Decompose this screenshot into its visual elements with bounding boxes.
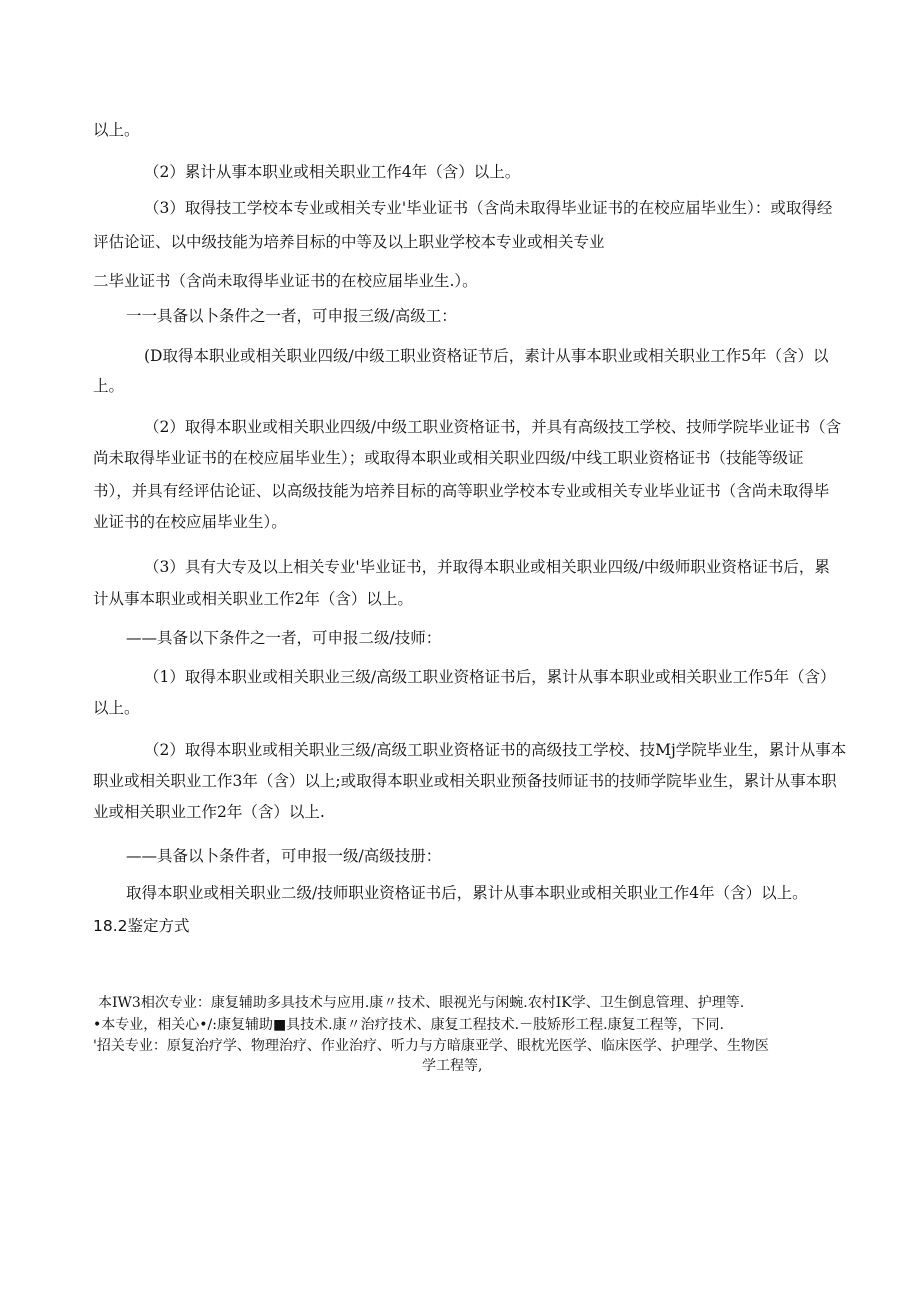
text-line: ——具备以下条件之一者，可申报二级/技师：	[126, 629, 442, 647]
footnote: '招关专业：原复治疗学、物理治疗、作业治疗、听力与方暗康亚学、眼枕光医学、临床医学、护理学、生物医	[93, 1038, 769, 1054]
footnote: •本专业，相关心•/:康复辅助■具技术.康〃治疗技术、康复工程技术.－肢矫形工程.康复工程等，下同.	[93, 1017, 724, 1033]
text-line: （3）具有大专及以上相关专业'毕业证书，并取得本职业或相关职业四级/中级师职业资格证书后，累	[144, 558, 830, 576]
text-line: （3）取得技工学校本专业或相关专业'毕业证书（含尚未取得毕业证书的在校应届毕业生）：或取得经	[144, 199, 833, 217]
text-line: 尚未取得毕业证书的在校应届毕业生）；或取得本职业或相关职业四级/中线工职业资格证书（技能等级证	[93, 449, 804, 467]
footnote: 学工程等,	[422, 1058, 483, 1074]
text-line: 以上。	[93, 699, 140, 717]
text-line: （2）取得本职业或相关职业三级/高级工职业资格证书的高级技工学校、技Mj学院毕业生，累计从事本	[144, 741, 847, 759]
text-line: 业证书的在校应届毕业生）。	[93, 513, 287, 531]
text-line: 上。	[93, 377, 125, 395]
section-heading: 18.2鉴定方式	[93, 917, 190, 935]
text-line: 计从事本职业或相关职业工作2年（含）以上。	[93, 590, 413, 608]
text-line: （2）取得本职业或相关职业四级/中级工职业资格证书，并具有高级技工学校、技师学院毕业证书（含	[144, 418, 842, 436]
text-line: （1）取得本职业或相关职业三级/高级工职业资格证书后，累计从事本职业或相关职业工作5年（含）	[144, 668, 836, 686]
text-line: 一一具备以卜条件之一者，可申报三级/高级工：	[126, 307, 457, 325]
text-line: 取得本职业或相关职业二级/技师职业资格证书后，累计从事本职业或相关职业工作4年（含）以上。	[126, 884, 808, 902]
text-line: （2）累计从事本职业或相关职业工作4年（含）以上。	[144, 163, 521, 181]
text-line: ——具备以卜条件者，可申报一级/高级技册：	[126, 847, 442, 865]
text-line: 书），并具有经评估论证、以高级技能为培养目标的高等职业学校本专业或相关专业毕业证书（含尚未取得毕	[93, 482, 830, 500]
text-line: 职业或相关职业工作3年（含）以上;或取得本职业或相关职业预备技师证书的技师学院毕业生，累计从事本职	[93, 772, 837, 790]
text-line: 二毕业证书（含尚未取得毕业证书的在校应届毕业生.）。	[93, 272, 478, 290]
footnote: 本IW3相次专业：康复辅助多具技术与应用.康〃技术、眼视光与闲蜿.农村IK学、卫生倒息管理、护理等.	[98, 995, 745, 1011]
text-line: 以上。	[93, 121, 140, 139]
text-line: (D取得本职业或相关职业四级/中级工职业资格证节后，素计从事本职业或相关职业工作5年（含）以	[144, 347, 829, 365]
text-line: 评估论证、以中级技能为培养目标的中等及以上职业学校本专业或相关专业	[93, 233, 605, 251]
text-line: 业或相关职业工作2年（含）以上.	[93, 803, 325, 821]
